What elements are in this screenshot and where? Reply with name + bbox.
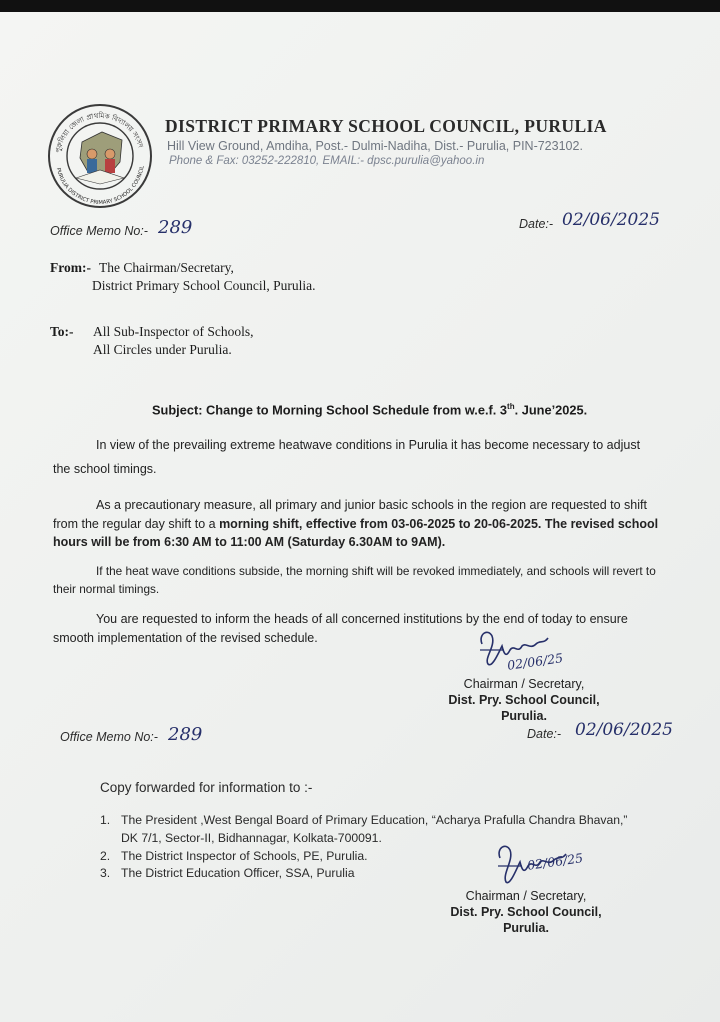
signature-1-date: 02/06/25 [506, 650, 564, 673]
para-1-line-2: the school timings. [53, 462, 157, 476]
copy-item-3-line-1: The District Education Officer, SSA, Purulia [121, 866, 355, 880]
para-1-line-1: In view of the prevailing extreme heatwave conditions in Purulia it has become necessary to adjust [96, 438, 641, 452]
signature-2-line-3: Purulia. [503, 921, 549, 935]
memo-date: 02/06/2025 [562, 210, 660, 230]
document-page [0, 12, 720, 1022]
seal-text-bottom: PURULIA DISTRICT PRIMARY SCHOOL COUNCIL [54, 165, 146, 207]
memo-2-label: Office Memo No:- [60, 730, 158, 744]
council-contact: Phone & Fax: 03252-222810, EMAIL:- dpsc.purulia@yahoo.in [169, 155, 485, 167]
from-line-1: The Chairman/Secretary, [99, 260, 234, 275]
copy-item-2-num: 2. [100, 849, 111, 863]
para-2-line-2-normal: from the regular day shift to a [53, 517, 220, 531]
memo-2-date-label: Date:- [527, 727, 562, 741]
signature-1-line-3: Purulia. [501, 709, 547, 723]
council-name: DISTRICT PRIMARY SCHOOL COUNCIL, PURULIA [165, 116, 607, 136]
para-2-line-2 [53, 515, 658, 534]
to-line-1: All Sub-Inspector of Schools, [93, 324, 254, 339]
seal-text-top: পুরুলিয়া জেলা প্রাথমিক বিদ্যালয় সংসদ [54, 111, 145, 154]
para-4-line-1: You are requested to inform the heads of all concerned institutions by the end of today to ensure [96, 612, 628, 626]
council-seal [46, 102, 154, 210]
from-line-2: District Primary School Council, Purulia. [92, 278, 316, 293]
to-label: To:- [50, 324, 74, 339]
signature-2-line-2: Dist. Pry. School Council, [450, 905, 602, 919]
to-line-2: All Circles under Purulia. [93, 342, 232, 357]
council-address: Hill View Ground, Amdiha, Post.- Dulmi-Nadiha, Dist.- Purulia, PIN-723102. [167, 139, 583, 153]
subject-prefix: Subject: Change to Morning School Schedule from w.e.f. 3 [152, 402, 508, 418]
copy-item-1-line-2: DK 7/1, Sector-II, Bidhannagar, Kolkata-700091. [121, 831, 382, 845]
para-2-line-1: As a precautionary measure, all primary and junior basic schools in the region are requested to shift [96, 498, 647, 512]
copy-item-1-num: 1. [100, 813, 111, 827]
memo-label: Office Memo No:- [50, 224, 148, 238]
signature-1-block [424, 676, 624, 724]
para-2-line-2-bold: morning shift, effective from 03-06-2025 to 20-06-2025. The revised school [219, 517, 659, 531]
signature-1-line-2: Dist. Pry. School Council, [448, 693, 600, 707]
top-bar [0, 0, 720, 12]
subject-suffix: . June’2025. [514, 402, 588, 418]
signature-2-line-1: Chairman / Secretary, [465, 889, 587, 903]
copy-heading: Copy forwarded for information to :- [100, 780, 313, 795]
para-2-line-3: hours will be from 6:30 AM to 11:00 AM (Saturday 6.30AM to 9AM). [53, 535, 446, 549]
copy-item-3-num: 3. [100, 866, 111, 880]
memo-2-date: 02/06/2025 [575, 720, 673, 740]
copy-item-2-line-1: The District Inspector of Schools, PE, Purulia. [121, 849, 368, 863]
subject [152, 402, 587, 417]
memo-number: 289 [158, 217, 193, 238]
para-4-line-2: smooth implementation of the revised schedule. [53, 631, 318, 645]
from-label: From:- [50, 260, 91, 275]
copy-item-1-line-1: The President ,West Bengal Board of Primary Education, “Acharya Prafulla Chandra Bhavan,” [121, 813, 628, 827]
subject-sup: th [507, 402, 515, 411]
para-3-line-2: their normal timings. [53, 582, 160, 596]
date-label: Date:- [519, 217, 554, 231]
signature-2-date: 02/06/25 [526, 850, 584, 873]
signature-1-line-1: Chairman / Secretary, [463, 677, 585, 691]
para-3-line-1: If the heat wave conditions subside, the morning shift will be revoked immediately, and schools will revert to [96, 564, 656, 578]
signature-2-block [426, 888, 626, 936]
memo-2-number: 289 [168, 724, 203, 745]
